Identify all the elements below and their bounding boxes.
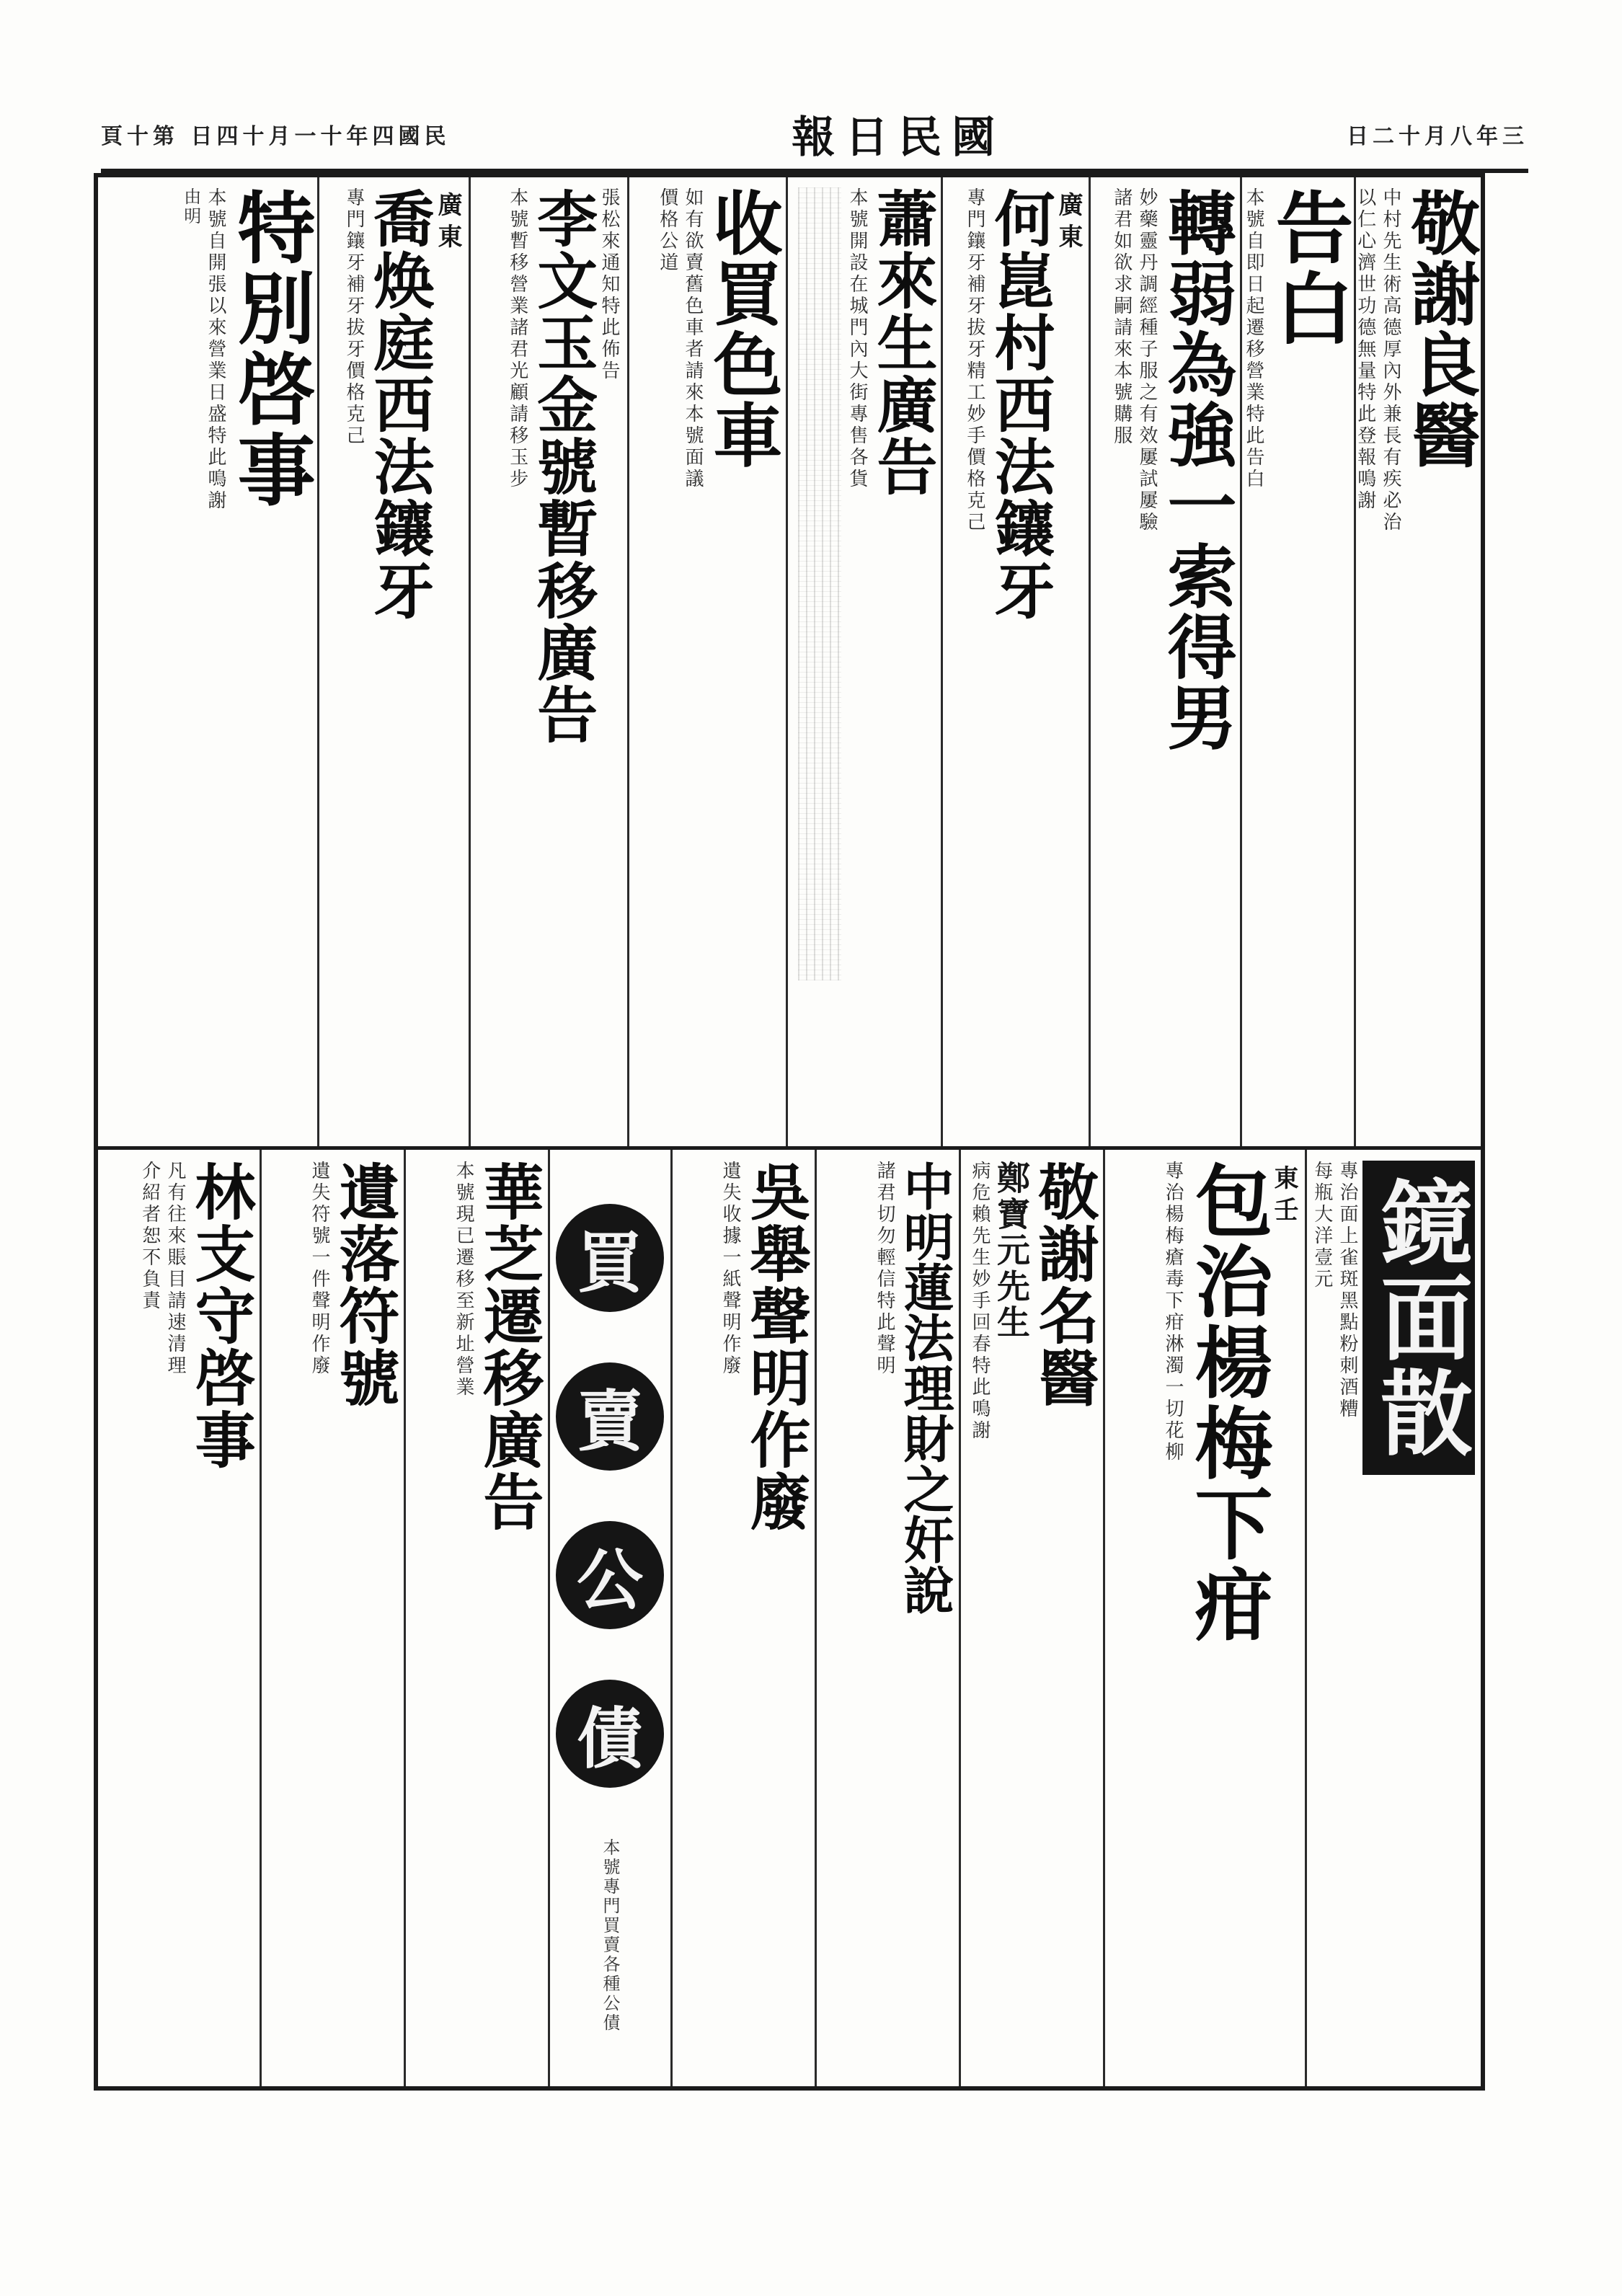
ad-price: 每瓶大洋壹元 (1311, 1161, 1333, 1290)
ad-text: 張松來通知特此佈告 (598, 187, 620, 382)
column-rule (260, 1150, 262, 2086)
worn-print-area (798, 187, 841, 980)
ad-xiao-laisheng (790, 180, 939, 1143)
ad-text: 本號專門買賣各種公債 (600, 1838, 620, 2033)
ad-headline: 華芝遷移廣告 (474, 1161, 545, 1533)
ad-headline: 李文玉金號暫移廣告 (527, 187, 599, 745)
ad-text: 遺失符號一件聲明作廢 (309, 1161, 330, 1377)
masthead-date-left: 頁十第 日四十月一十年四國民 (101, 124, 451, 149)
stamp-bond: 債 (556, 1680, 664, 1788)
ad-text: 病危賴先生妙手回春特此鳴謝 (969, 1161, 991, 1442)
ad-headline: 蕭來生廣告 (867, 187, 939, 497)
ad-text: 專治楊梅瘡毒下疳淋濁一切花柳 (1162, 1161, 1184, 1463)
ad-text: 諸君如欲求嗣請來本號購服 (1110, 187, 1133, 447)
ad-text: 以仁心濟世功德無量特此登報鳴謝 (1354, 187, 1376, 512)
ad-jingmian-san (1309, 1153, 1481, 2083)
column-rule (670, 1150, 673, 2086)
ad-tebie-qishi (101, 180, 314, 1143)
column-rule (404, 1150, 406, 2086)
ad-subtitle: 鄭寶元先生 (992, 1161, 1031, 1341)
ad-headline: 轉弱為強一索得男 (1156, 187, 1238, 753)
ad-maimai-gongzhai (552, 1153, 668, 2083)
ad-jingxie-mingyi (963, 1153, 1100, 2083)
headline-box (1362, 1161, 1475, 1475)
ad-headline: 告白 (1262, 187, 1353, 349)
masthead-date-right: 日二十月八年三 (1346, 124, 1528, 149)
ad-text: 妙藥靈丹調經種子服之有效屢試屢驗 (1136, 187, 1158, 533)
ad-zhongming-lianfa (819, 1153, 956, 2083)
ad-yiluo-fuhao (264, 1153, 401, 2083)
ad-headline: 何崑村西法鑲牙 (985, 187, 1056, 621)
ad-text: 介紹者恕不負責 (138, 1161, 161, 1312)
ad-text: 如有欲賣舊色車者請來本號面議 (682, 187, 704, 490)
ad-headline: 吳舉聲明作廢 (740, 1161, 812, 1533)
ad-text: 本號開設在城門內大街專售各貨 (846, 187, 868, 490)
ad-zhuanruo-weiqiang (1093, 180, 1237, 1143)
ad-text: 諸君切勿輕信特此聲明 (874, 1161, 895, 1377)
ad-qiao-xifa-xiangya (322, 180, 466, 1143)
ad-huazhi-yiyi (408, 1153, 545, 2083)
ad-headline: 鏡面散 (1365, 1175, 1473, 1461)
column-rule (1089, 177, 1091, 1146)
column-rule (627, 177, 629, 1146)
stamp-sell: 賣 (556, 1362, 664, 1471)
ad-text: 本號自開張以來營業日盛特此鳴謝 (205, 187, 226, 512)
column-rule (317, 177, 319, 1146)
ad-signature: 由明 (180, 187, 201, 226)
stamp-public: 公 (556, 1521, 664, 1629)
ad-headline: 遺落符號 (329, 1161, 401, 1409)
masthead (101, 99, 1528, 173)
ad-text: 凡有往來賬目請速清理 (164, 1161, 186, 1377)
ad-baozhi-yangmei (1107, 1153, 1302, 2083)
column-rule (815, 1150, 817, 2086)
ad-text: 專門鑲牙補牙拔牙精工妙手價格克己 (964, 187, 985, 533)
column-rule (1305, 1150, 1307, 2086)
stamp-buy: 買 (556, 1204, 664, 1312)
ad-region: 廣東 (1054, 192, 1083, 255)
ad-text: 專治面上雀斑黑點粉刺酒糟 (1337, 1161, 1358, 1420)
ad-shouma-chezi (631, 180, 783, 1143)
ad-headline: 包治楊梅下疳 (1182, 1161, 1272, 1645)
ad-headline: 林支守啓事 (185, 1161, 257, 1471)
ad-region: 東壬 (1269, 1165, 1298, 1228)
stamp-group (552, 1153, 668, 2033)
ad-text: 本號暫移營業諸君光顧請移玉步 (506, 187, 528, 490)
column-rule (1240, 177, 1242, 1146)
ad-text: 本號現已遷移至新址營業 (453, 1161, 474, 1399)
ad-he-xifa-xiangya (945, 180, 1086, 1143)
column-rule (786, 177, 788, 1146)
ad-text: 本號自即日起遷移營業特此告白 (1243, 187, 1264, 490)
ad-headline: 敬謝良醫 (1400, 187, 1481, 470)
ad-headline: 敬謝名醫 (1029, 1161, 1100, 1409)
column-rule (959, 1150, 961, 2086)
ad-headline: 收買色車 (702, 187, 784, 470)
column-rule (548, 1150, 550, 2086)
ad-lin-zhishou (101, 1153, 257, 2083)
masthead-title: 報日民國 (792, 112, 1006, 163)
ad-gaobai (1244, 180, 1352, 1143)
ad-li-wenyu (473, 180, 624, 1143)
ad-feiwu-shengming (675, 1153, 812, 2083)
ad-headline: 特別啓事 (224, 187, 315, 510)
ad-headline: 中明蓮法理財之奸說 (895, 1161, 955, 1615)
column-rule (1103, 1150, 1105, 2086)
ad-text: 價格公道 (656, 187, 678, 274)
ad-jingxie-liangyi (1354, 180, 1481, 1143)
ad-text: 專門鑲牙補牙拔牙價格克己 (343, 187, 365, 447)
section-divider (94, 1146, 1485, 1150)
column-rule (941, 177, 943, 1146)
ad-text: 遺失收據一紙聲明作廢 (719, 1161, 741, 1377)
ad-headline: 喬焕庭西法鑲牙 (364, 187, 435, 621)
column-rule (469, 177, 471, 1146)
ad-text: 中村先生術高德厚內外兼長有疾必治 (1380, 187, 1401, 533)
ad-region: 廣東 (433, 192, 462, 255)
